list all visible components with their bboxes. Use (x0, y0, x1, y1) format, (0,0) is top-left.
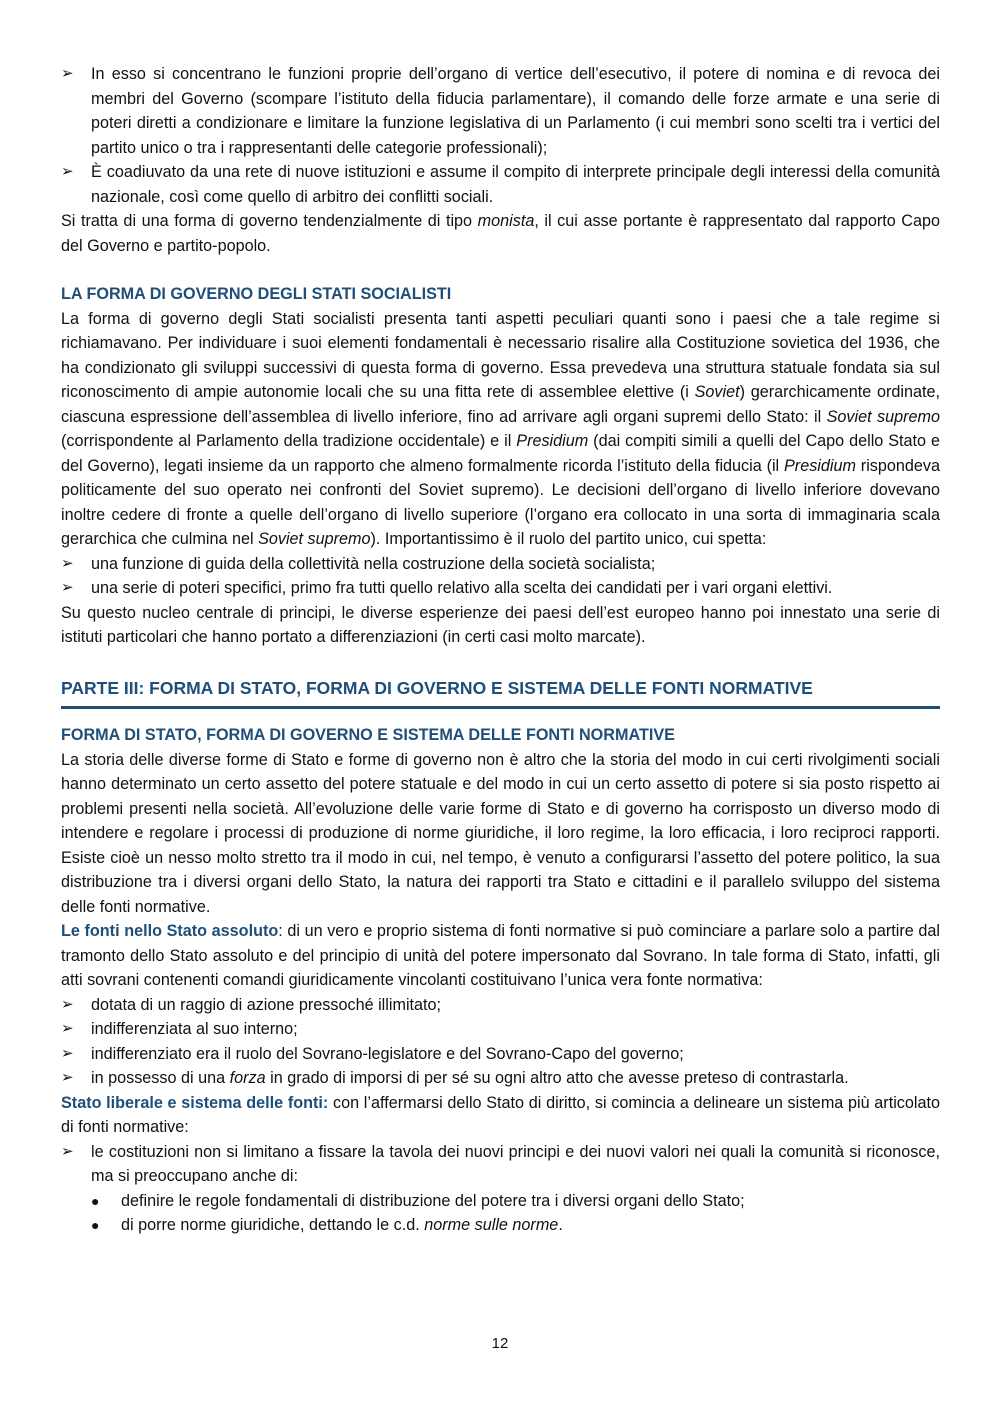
arrow-bullet-icon: ➢ (61, 163, 74, 180)
paragraph: Stato liberale e sistema delle fonti: con l’affermarsi dello Stato di diritto, si comincia a delineare un sistema più articolato di fonti normative: (61, 1093, 940, 1136)
arrow-bullet-icon: ➢ (61, 995, 74, 1013)
list-item: ● di porre norme giuridiche, dettando le c.d. norme sulle norme. (61, 1213, 940, 1238)
arrow-bullet-icon: ➢ (61, 554, 74, 572)
paragraph: La storia delle diverse forme di Stato e forme di governo non è altro che la storia del modo in cui certi rivolgimenti sociali hanno determinato un certo assetto del potere statuale e del modo in cui un certo assetto di potere si sia posto rispetto ai problemi presenti nella società. All’evoluzione delle varie forme di Stato e di governo ha corrisposto un diverso modo di intendere e regolare i processi di produzione di norme giuridiche, il loro regime, la loro efficacia, i loro reciproci rapporti. Esiste cioè un nesso molto stretto tra il modo in cui, nel tempo, è venuto a configurarsi l’assetto del potere politico, la sua distribuzione tra i diversi organi dello Stato, la natura dei rapporti tra Stato e cittadini e il parallelo sviluppo del sistema delle fonti normative. (61, 750, 940, 916)
arrow-bullet-icon: ➢ (61, 1142, 74, 1160)
list-item: ➢ indifferenziata al suo interno; (61, 1017, 940, 1042)
part-heading: PARTE III: FORMA DI STATO, FORMA DI GOVERNO E SISTEMA DELLE FONTI NORMATIVE (61, 676, 940, 710)
dot-bullet-icon: ● (91, 1192, 100, 1209)
section-heading: LA FORMA DI GOVERNO DEGLI STATI SOCIALISTI (61, 285, 452, 303)
arrow-bullet-icon: ➢ (61, 1044, 74, 1062)
list-item: ➢ le costituzioni non si limitano a fissare la tavola dei nuovi principi e dei nuovi valori nei quali la comunità si riconosce, ma si preoccupano anche di: (61, 1140, 940, 1189)
arrow-bullet-icon: ➢ (61, 579, 74, 596)
paragraph: La forma di governo degli Stati socialisti presenta tanti aspetti peculiari quanti sono i paesi che a tale regime si richiamavano. Per individuare i suoi elementi fondamentali è necessario risalire alla Costituzione sovietica del 1936, che ha condizionato gli sviluppi successivi di questa forma di governo. Essa prevedeva una struttura statuale fondata sia sul riconoscimento di ampie autonomie locali che su una fitta rete di assemblee elettive (i Soviet) gerarchicamente ordinate, ciascuna espressione dell’assemblea di livello inferiore, fino ad arrivare agli organi supremi dello Stato: il Soviet supremo (corrispondente al Parlamento della tradizione occidentale) e il Presidium (dai compiti simili a quelli del Capo dello Stato e del Governo), legati insieme da un rapporto che almeno formalmente ricorda l’istituto della fiducia (il Presidium rispondeva politicamente del suo operato nei confronti del Soviet supremo). Le decisioni dell’organo di livello inferiore dovevano inoltre cedere di fronte a quelle dell’organo di livello superiore (l’organo era collocato in una sorta di immaginaria scala gerarchica che culmina nel Soviet supremo). Importantissimo è il ruolo del partito unico, cui spetta: (61, 309, 941, 548)
arrow-bullet-icon: ➢ (61, 65, 74, 82)
document-page (61, 62, 940, 1238)
bullet-list (61, 1140, 940, 1189)
list-item: ➢ È coadiuvato da una rete di nuove istituzioni e assume il compito di interprete principale degli interessi della comunità nazionale, così come quello di arbitro dei conflitti sociali. (61, 160, 940, 209)
list-item: ➢ dotata di un raggio di azione pressoché illimitato; (61, 993, 940, 1018)
list-item: ➢ indifferenziato era il ruolo del Sovrano-legislatore e del Sovrano-Capo del governo; (61, 1042, 940, 1067)
inline-heading: Le fonti nello Stato assoluto (61, 922, 279, 940)
list-item: ➢ una funzione di guida della collettività nella costruzione della società socialista; (61, 552, 940, 577)
arrow-bullet-icon: ➢ (61, 1069, 74, 1086)
list-item: ➢ una serie di poteri specifici, primo fra tutti quello relativo alla scelta dei candidati per i vari organi elettivi. (61, 576, 940, 601)
arrow-bullet-icon: ➢ (61, 1020, 74, 1037)
section-heading: FORMA DI STATO, FORMA DI GOVERNO E SISTEMA DELLE FONTI NORMATIVE (61, 726, 675, 744)
bullet-list (61, 552, 940, 601)
list-item: ➢ in possesso di una forza in grado di imporsi di per sé su ogni altro atto che avesse preteso di contrastarla. (61, 1066, 940, 1091)
paragraph: Su questo nucleo centrale di principi, le diverse esperienze dei paesi dell’est europeo hanno poi innestato una serie di istituti particolari che hanno portato a differenziazioni (in certi casi molto marcate). (61, 603, 940, 646)
page-number: 12 (491, 1335, 509, 1352)
list-item: ➢ In esso si concentrano le funzioni proprie dell’organo di vertice dell’esecutivo, il potere di nomina e di revoca dei membri del Governo (scompare l’istituto della fiducia parlamentare), il comando delle forze armate e una serie di poteri diretti a condizionare e limitare la funzione legislativa di un Parlamento (i cui membri sono scelti tra i vertici del partito unico o tra i rappresentanti delle categorie professionali); (61, 62, 940, 160)
bullet-list (61, 993, 940, 1091)
bullet-list (61, 62, 940, 209)
inline-heading: Stato liberale e sistema delle fonti: (61, 1093, 329, 1112)
dot-bullet-icon: ● (91, 1217, 100, 1233)
list-item: ● definire le regole fondamentali di distribuzione del potere tra i diversi organi dello Stato; (61, 1189, 940, 1214)
paragraph: Le fonti nello Stato assoluto: di un vero e proprio sistema di fonti normative si può cominciare a parlare solo a partire dal tramonto dello Stato assoluto e del principio di unità del potere impersonato dal Sovrano. In tale forma di Stato, infatti, gli atti sovrani contenenti comandi giuridicamente vincolanti costituivano l’unica vera fonte normativa: (61, 922, 940, 989)
sub-bullet-list (61, 1189, 940, 1238)
paragraph: Si tratta di una forma di governo tendenzialmente di tipo monista, il cui asse portante è rappresentato dal rapporto Capo del Governo e partito-popolo. (61, 212, 940, 255)
